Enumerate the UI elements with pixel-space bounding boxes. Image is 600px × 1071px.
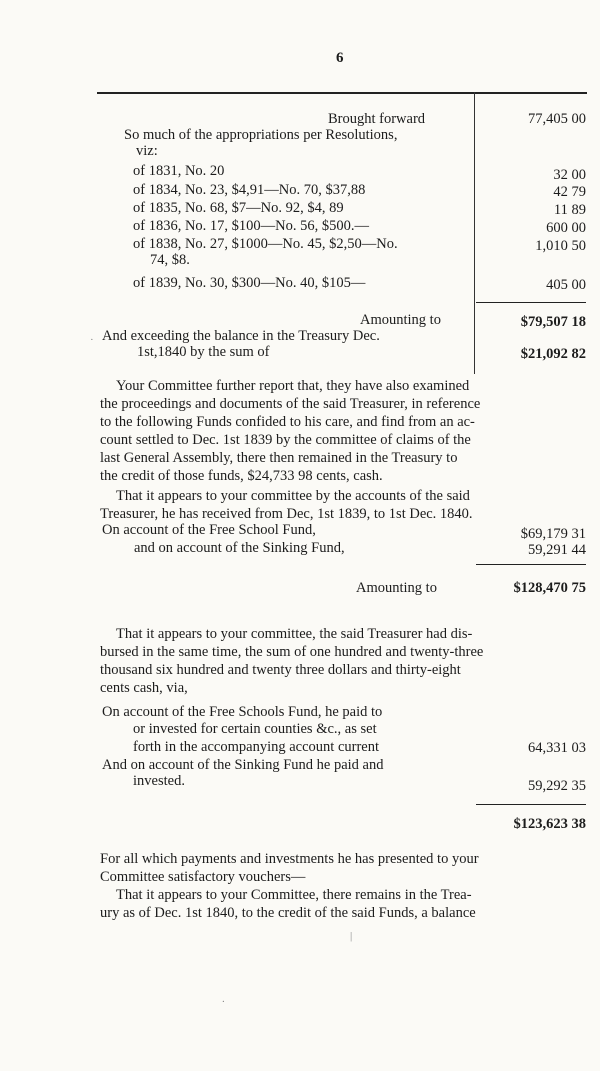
brought-forward-amount: 77,405 00 [528,111,586,127]
free-schools-paid-line-2: or invested for certain counties &c., as set [133,721,377,737]
appropriation-row-text: of 1835, No. 68, $7—No. 92, $4, 89 [133,200,344,216]
report-line: thousand six hundred and twenty three dollars and thirty-eight [100,662,461,678]
report-line: the proceedings and documents of the said Treasurer, in reference [100,396,481,412]
amounting-label: Amounting to [360,312,441,328]
sinking-paid-amount: 59,292 35 [528,778,586,794]
report-line: cents cash, via, [100,680,188,696]
appropriations-heading: So much of the appropriations per Resolutions, [124,127,398,143]
report-line: to the following Funds confided to his care, and find from an ac- [100,414,475,430]
report-line: Your Committee further report that, they have also examined [116,378,470,394]
sinking-paid-line-2: invested. [133,773,185,789]
report-line: That it appears to your committee, the said Treasurer had dis- [116,626,473,642]
sinking-fund-label: and on account of the Sinking Fund, [134,540,345,556]
appropriation-row-text: of 1836, No. 17, $100—No. 56, $500.— [133,218,370,234]
disbursed-total-amount: $123,623 38 [513,816,586,832]
top-rule [97,92,587,94]
print-speck: | [350,930,353,942]
received-total-label: Amounting to [356,580,437,596]
appropriation-row-amount: 32 00 [553,167,586,183]
appropriation-row-amount: 1,010 50 [535,238,586,254]
sinking-paid-line-1: And on account of the Sinking Fund he paid and [102,757,384,773]
report-line: last General Assembly, there then remained in the Treasury to [100,450,458,466]
received-total-rule [476,564,586,565]
report-line: bursed in the same time, the sum of one hundred and twenty-three [100,644,484,660]
report-line: Treasurer, he has received from Dec, 1st 1839, to 1st Dec. 1840. [100,506,473,522]
exceeding-line-1: And exceeding the balance in the Treasury Dec. [102,328,380,344]
received-total-amount: $128,470 75 [513,580,586,596]
appropriation-row-amount: 11 89 [553,202,586,218]
subtotal-rule [476,302,586,303]
appropriation-row-text: of 1834, No. 23, $4,91—No. 70, $37,88 [133,182,366,198]
report-line: That it appears to your Committee, there remains in the Trea- [116,887,472,903]
free-schools-paid-line-1: On account of the Free Schools Fund, he paid to [102,704,383,720]
report-line: Committee satisfactory vouchers— [100,869,306,885]
appropriation-row-amount: 42 79 [553,184,586,200]
exceeding-amount: $21,092 82 [520,346,586,362]
disbursed-total-rule [476,804,586,805]
amounting-amount: $79,507 18 [520,314,586,330]
appropriation-row-amount: 600 00 [546,220,586,236]
exceeding-line-2: 1st,1840 by the sum of [137,344,270,360]
report-paragraph-received [100,487,585,523]
report-line: ury as of Dec. 1st 1840, to the credit of the said Funds, a balance [100,905,476,921]
free-school-fund-amount: $69,179 31 [520,526,586,542]
report-line: For all which payments and investments he has presented to your [100,851,479,867]
column-divider [474,92,475,374]
disbursed-paragraph [100,625,585,697]
sinking-fund-amount: 59,291 44 [528,542,586,558]
free-school-fund-label: On account of the Free School Fund, [102,522,316,538]
report-line: That it appears to your committee by the accounts of the said [116,488,470,504]
print-speck: . [222,993,225,1005]
free-schools-paid-amount: 64,331 03 [528,740,586,756]
appropriation-row-text: of 1838, No. 27, $1000—No. 45, $2,50—No. [133,236,398,252]
appropriation-row-amount: 405 00 [546,277,586,293]
page-number: 6 [336,50,344,66]
brought-forward-label: Brought forward [328,111,426,127]
report-line: the credit of those funds, $24,733 98 cents, cash. [100,468,383,484]
report-paragraph-funds [100,377,585,485]
appropriation-row-text: of 1839, No. 30, $300—No. 40, $105— [133,275,366,291]
free-schools-paid-line-3: forth in the accompanying account current [133,739,379,755]
appropriations-viz: viz: [136,143,158,159]
report-line: count settled to Dec. 1st 1839 by the committee of claims of the [100,432,471,448]
appropriation-row-text: of 1831, No. 20 [133,163,225,179]
print-speck: · [90,334,94,346]
appropriation-row-text-cont: 74, $8. [150,252,190,268]
closing-paragraph [100,850,585,922]
